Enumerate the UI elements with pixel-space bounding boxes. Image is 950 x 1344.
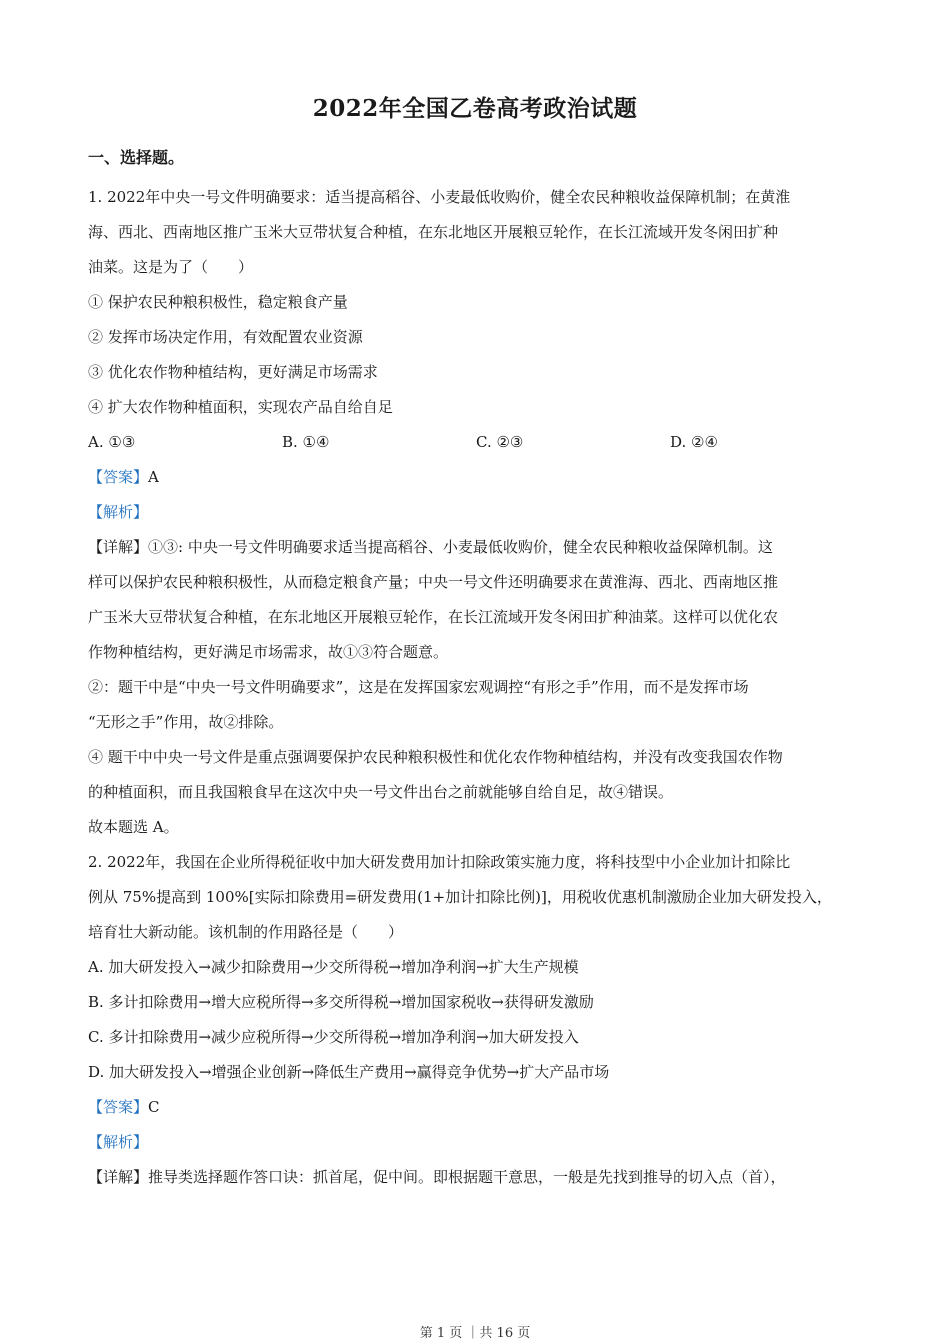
q1-item: ① 保护农民种粮积极性，稳定粮食产量 [88, 293, 348, 311]
q1-detail-line: ②：题干中是“中央一号文件明确要求”，这是在发挥国家宏观调控“有形之手”作用，而不是发挥市场 [88, 678, 749, 696]
q1-stem-line: 油菜。这是为了（ ） [88, 258, 254, 276]
q1-stem-line: 海、西北、西南地区推广玉米大豆带状复合种植，在东北地区开展粮豆轮作，在长江流域开发冬闲田扩种 [88, 223, 779, 241]
q2-option-d: D. 加大研发投入→增强企业创新→降低生产费用→赢得竞争优势→扩大产品市场 [88, 1063, 610, 1081]
q2-detail-first: 推导类选择题作答口诀：抓首尾，促中间。即根据题干意思，一般是先找到推导的切入点（首）， [148, 1168, 786, 1186]
section-heading: 一、选择题。 [88, 148, 185, 167]
q2-analysis [88, 1125, 874, 1160]
q1-detail-first: ①③: 中央一号文件明确要求适当提高稻谷、小麦最低收购价，健全农民种粮收益保障机制。这 [148, 538, 773, 556]
q1-options [88, 425, 874, 460]
q1-item: ② 发挥市场决定作用，有效配置农业资源 [88, 328, 363, 346]
q2-option-c: C. 多计扣除费用→减少应税所得→少交所得税→增加净利润→加大研发投入 [88, 1028, 579, 1046]
detail-tag: 【详解】 [88, 1168, 149, 1186]
q2-option-b: B. 多计扣除费用→增大应税所得→多交所得税→增加国家税收→获得研发激励 [88, 993, 594, 1011]
q1-conclusion: 故本题选 A。 [88, 818, 179, 836]
answer-tag: 【答案】 [88, 468, 149, 486]
q2-stem-line: 2. 2022年，我国在企业所得税征收中加大研发费用加计扣除政策实施力度，将科技型中小企业加计扣除比 [88, 853, 791, 871]
q1-item: ③ 优化农作物种植结构，更好满足市场需求 [88, 363, 378, 381]
q2-stem-line: 培育壮大新动能。该机制的作用路径是（ ） [88, 923, 404, 941]
q1-detail-line: ④ 题干中中央一号文件是重点强调要保护农民种粮积极性和优化农作物种植结构，并没有改变我国农作物 [88, 748, 783, 766]
page-footer: 第 1 页 ｜共 16 页 [419, 1326, 531, 1341]
q1-option-d: D. ②④ [670, 433, 718, 451]
answer-tag: 【答案】 [88, 1098, 149, 1116]
q1-answer [88, 460, 874, 495]
q2-option-a: A. 加大研发投入→减少扣除费用→少交所得税→增加净利润→扩大生产规模 [88, 958, 579, 976]
q1-detail-line: 的种植面积，而且我国粮食早在这次中央一号文件出台之前就能够自给自足，故④错误。 [88, 783, 674, 801]
document-content [88, 146, 874, 1195]
analysis-tag: 【解析】 [88, 503, 149, 521]
q1-detail-line [88, 530, 874, 565]
q1-option-b: B. ①④ [282, 433, 330, 451]
q2-answer [88, 1090, 874, 1125]
q1-item: ④ 扩大农作物种植面积，实现农产品自给自足 [88, 398, 393, 416]
analysis-tag: 【解析】 [88, 1133, 149, 1151]
question-1 [88, 180, 874, 845]
q2-stem-line: 例从 75%提高到 100%[实际扣除费用=研发费用(1+加计扣除比例)]，用税收优惠机制激励企业加大研发投入， [88, 888, 832, 906]
q1-analysis [88, 495, 874, 530]
page-title: 2022年全国乙卷高考政治试题 [312, 95, 638, 122]
q1-stem-line: 1. 2022年中央一号文件明确要求：适当提高稻谷、小麦最低收购价，健全农民种粮收益保障机制；在黄淮 [88, 188, 791, 206]
question-2 [88, 845, 874, 1195]
q1-detail-line: 作物种植结构，更好满足市场需求，故①③符合题意。 [88, 643, 449, 661]
q1-detail-line: “无形之手”作用，故②排除。 [88, 713, 284, 731]
q1-option-a: A. ①③ [88, 433, 136, 451]
q1-answer-value: A [148, 468, 159, 486]
q1-detail-line: 广玉米大豆带状复合种植，在东北地区开展粮豆轮作，在长江流域开发冬闲田扩种油菜。这样可以优化农 [88, 608, 779, 626]
q1-option-c: C. ②③ [476, 433, 524, 451]
q2-detail-line [88, 1160, 874, 1195]
q1-detail-line: 样可以保护农民种粮积极性，从而稳定粮食产量；中央一号文件还明确要求在黄淮海、西北、西南地区推 [88, 573, 779, 591]
detail-tag: 【详解】 [88, 538, 149, 556]
q2-answer-value: C [148, 1098, 160, 1116]
